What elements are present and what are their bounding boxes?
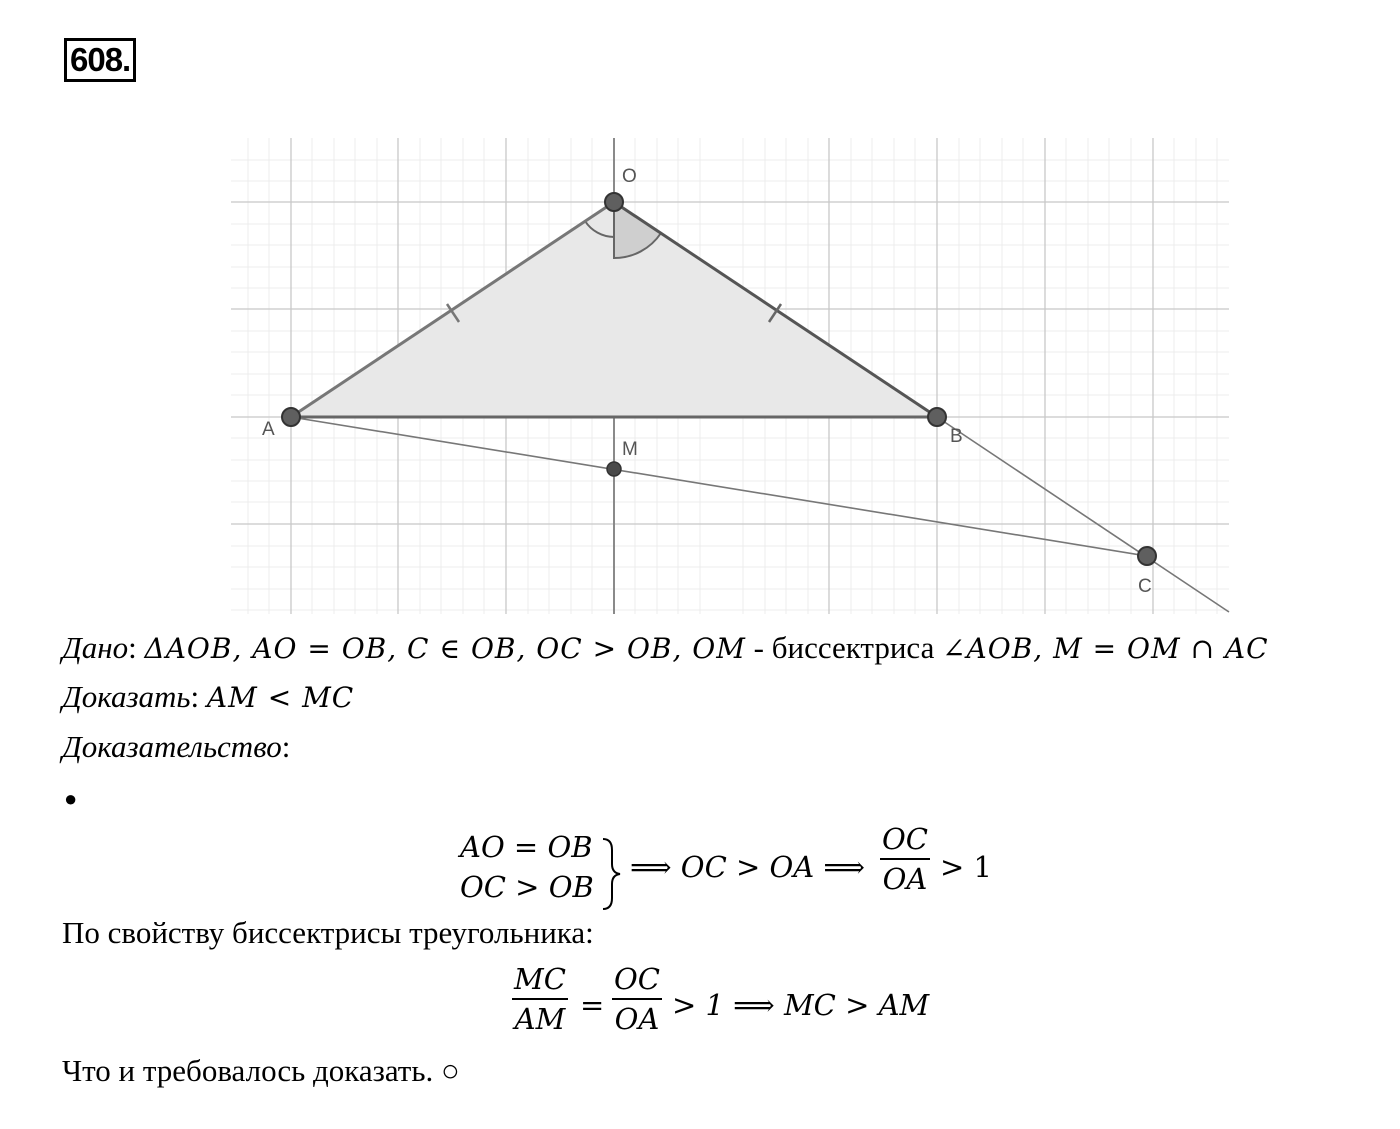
system-brace [600, 836, 622, 912]
prove-line [62, 679, 354, 716]
prove-colon: : [190, 679, 200, 714]
label-O: O [622, 166, 637, 187]
given-math-2: ∠AOB, M = OM ∩ AC [942, 632, 1269, 665]
equals-sign: = [580, 988, 605, 1022]
problem-number: 608. [64, 38, 136, 82]
fraction-oc: OC [612, 962, 662, 1000]
system-line-2: OC > OB [460, 870, 594, 904]
point-C [1138, 547, 1156, 565]
point-M [607, 462, 621, 476]
implies-chain: ⟹ OC > OA ⟹ [630, 850, 866, 884]
given-dash-text: - биссектриса [745, 630, 943, 665]
point-O [605, 193, 623, 211]
fraction-numerator: OC [880, 822, 930, 860]
fraction-denominator: OA [882, 862, 928, 896]
given-math-1: ΔAOB, AO = OB, C ∈ OB, OC > OB, OM [144, 632, 746, 665]
greater-than-one: > 1 [940, 850, 992, 884]
proof-label: Доказательство [62, 729, 282, 764]
system-line-1: AO = OB [460, 830, 593, 864]
proof-colon: : [281, 729, 291, 764]
fraction-oa: OA [614, 1002, 660, 1036]
bisector-property-text: По свойству биссектрисы треугольника: [62, 915, 594, 950]
ray-OC [937, 417, 1229, 612]
given-line [62, 630, 1269, 667]
step2-conclusion: > 1 ⟹ MC > AM [672, 988, 930, 1022]
fraction-am: AM [514, 1002, 566, 1036]
label-C: C [1138, 576, 1152, 597]
proof-line [62, 729, 290, 765]
prove-label: Доказать [62, 679, 191, 714]
conclusion-text: Что и требовалось доказать. ○ [62, 1053, 460, 1088]
fraction-oc-oa [880, 822, 930, 896]
fraction-oc-oa-2 [612, 962, 662, 1036]
given-colon: : [128, 630, 137, 665]
label-B: B [950, 426, 963, 447]
label-M: M [622, 439, 638, 460]
fraction-mc: MC [512, 962, 568, 1000]
point-A [282, 408, 300, 426]
point-B [928, 408, 946, 426]
fraction-mc-am [512, 962, 568, 1036]
label-A: A [262, 419, 275, 440]
prove-math: AM < MC [206, 681, 355, 714]
given-label: Дано [62, 630, 129, 665]
bullet: ● [64, 786, 78, 811]
